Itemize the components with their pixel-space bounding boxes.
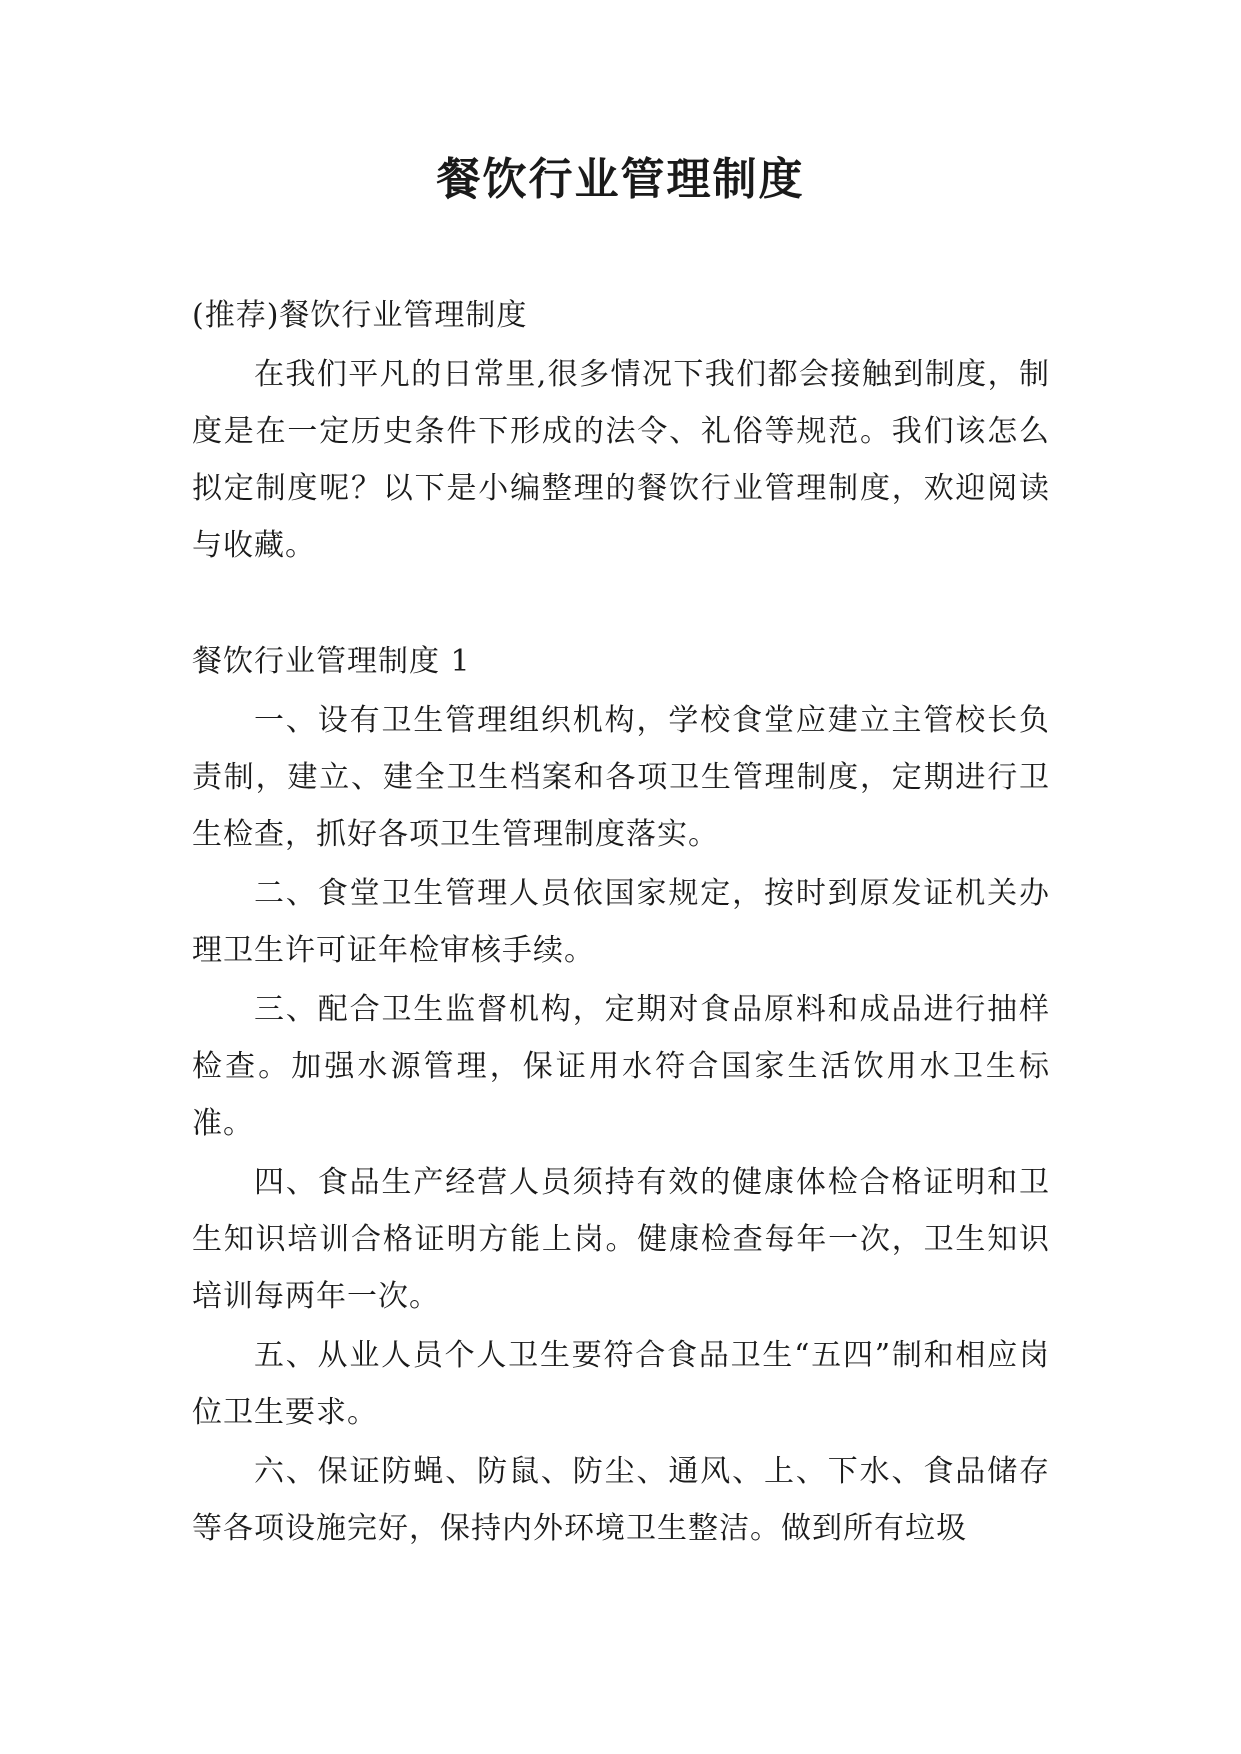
list-item: 二、食堂卫生管理人员依国家规定，按时到原发证机关办理卫生许可证年检审核手续。 [192,876,1050,968]
intro-paragraph: 在我们平凡的日常里,很多情况下我们都会接触到制度，制度是在一定历史条件下形成的法令、礼俗等规范。我们该怎么拟定制度呢？以下是小编整理的餐饮行业管理制度，欢迎阅读与收藏。 [192,357,1050,563]
document-subtitle: (推荐)餐饮行业管理制度 [192,298,528,333]
list-item: 一、设有卫生管理组织机构，学校食堂应建立主管校长负责制，建立、建全卫生档案和各项卫生管理制度，定期进行卫生检查，抓好各项卫生管理制度落实。 [192,703,1050,852]
section-items [192,692,1050,1559]
section-heading: 餐饮行业管理制度 1 [192,644,471,679]
list-item: 六、保证防蝇、防鼠、防尘、通风、上、下水、食品储存等各项设施完好，保持内外环境卫生整洁。做到所有垃圾 [192,1454,1050,1546]
document-title: 餐饮行业管理制度 [436,154,805,205]
list-item: 三、配合卫生监督机构，定期对食品原料和成品进行抽样检查。加强水源管理，保证用水符合国家生活饮用水卫生标准。 [192,992,1050,1141]
list-item: 四、食品生产经营人员须持有效的健康体检合格证明和卫生知识培训合格证明方能上岗。健康检查每年一次，卫生知识培训每两年一次。 [192,1165,1050,1314]
list-item: 五、从业人员个人卫生要符合食品卫生“五四”制和相应岗位卫生要求。 [192,1338,1050,1430]
